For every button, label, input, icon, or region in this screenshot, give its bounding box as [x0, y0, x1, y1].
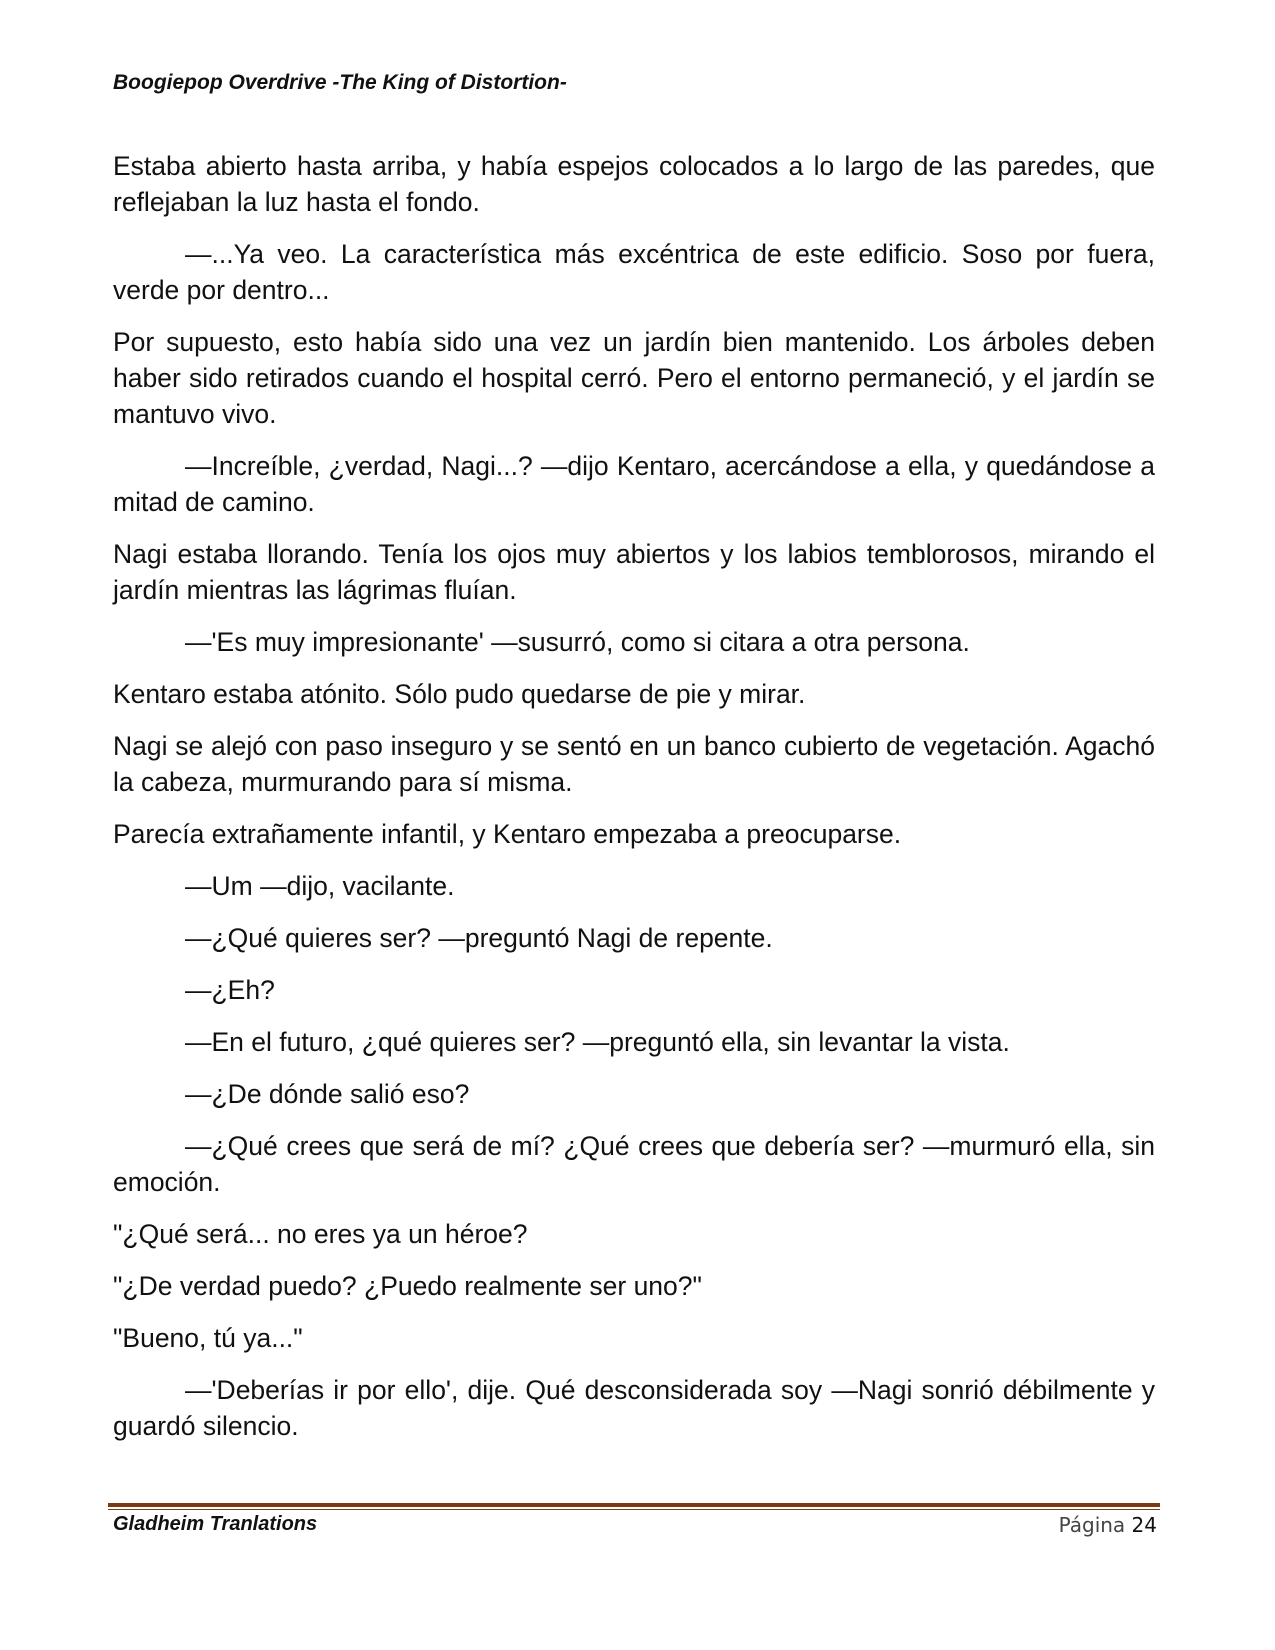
dialogue-paragraph: —...Ya veo. La característica más excéntrica de este edificio. Soso por fuera, verde por dentro...: [113, 239, 1155, 305]
dialogue-paragraph: —¿Qué crees que será de mí? ¿Qué crees que debería ser? —murmuró ella, sin emoción.: [113, 1131, 1155, 1197]
paragraph: "¿De verdad puedo? ¿Puedo realmente ser uno?": [113, 1271, 702, 1301]
paragraph: Nagi se alejó con paso inseguro y se sentó en un banco cubierto de vegetación. Agachó la cabeza, murmurando para sí misma.: [113, 731, 1155, 797]
dialogue-paragraph: —¿Eh?: [185, 975, 275, 1005]
paragraph: Parecía extrañamente infantil, y Kentaro empezaba a preocuparse.: [113, 819, 902, 849]
footer-divider-thick: [108, 1503, 1160, 1507]
footer-credit: Gladheim Tranlations: [113, 1513, 318, 1535]
dialogue-paragraph: —¿De dónde salió eso?: [185, 1079, 470, 1109]
page-number-block: [1059, 1513, 1157, 1537]
dialogue-paragraph: —Um —dijo, vacilante.: [185, 871, 455, 901]
page-number: 24: [1131, 1513, 1157, 1537]
footer-divider: [108, 1503, 1160, 1513]
dialogue-paragraph: —En el futuro, ¿qué quieres ser? —preguntó ella, sin levantar la vista.: [185, 1027, 1010, 1057]
page-label: Página: [1058, 1513, 1126, 1537]
paragraph: Por supuesto, esto había sido una vez un jardín bien mantenido. Los árboles deben haber sido retirados cuando el hospital cerró. Pero el entorno permaneció, y el jardín se mantuvo vivo.: [113, 327, 1155, 429]
body-text: [113, 148, 1155, 1460]
paragraph: "Bueno, tú ya...": [113, 1323, 303, 1353]
dialogue-paragraph: —'Es muy impresionante' —susurró, como si citara a otra persona.: [185, 627, 970, 657]
header-title: Boogiepop Overdrive -The King of Distortion-: [113, 71, 567, 94]
paragraph: Kentaro estaba atónito. Sólo pudo quedarse de pie y mirar.: [113, 679, 806, 709]
dialogue-paragraph: —'Deberías ir por ello', dije. Qué desconsiderada soy —Nagi sonrió débilmente y guardó silencio.: [113, 1375, 1155, 1441]
paragraph: "¿Qué será... no eres ya un héroe?: [113, 1219, 528, 1249]
paragraph: Estaba abierto hasta arriba, y había espejos colocados a lo largo de las paredes, que reflejaban la luz hasta el fondo.: [113, 151, 1155, 217]
dialogue-paragraph: —¿Qué quieres ser? —preguntó Nagi de repente.: [185, 923, 773, 953]
footer-divider-thin: [108, 1509, 1160, 1510]
dialogue-paragraph: —Increíble, ¿verdad, Nagi...? —dijo Kentaro, acercándose a ella, y quedándose a mitad de camino.: [113, 451, 1155, 517]
paragraph: Nagi estaba llorando. Tenía los ojos muy abiertos y los labios temblorosos, mirando el jardín mientras las lágrimas fluían.: [113, 539, 1155, 605]
